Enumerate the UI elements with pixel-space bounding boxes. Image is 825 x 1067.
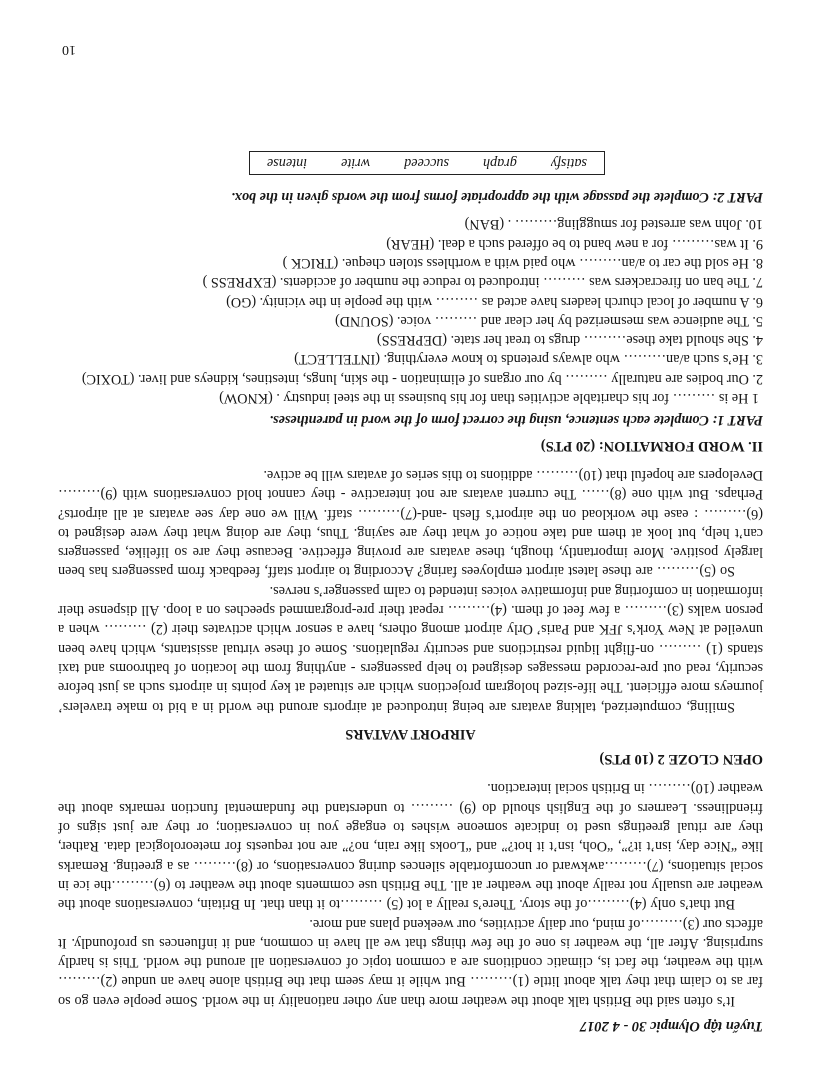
cloze1-paragraph-1: It’s often said the British talk about the weather more than any other nationality in the world. Some people even go so far as to claim that they talk about little (1)……… But while it may seem that the British alone have an undue (2)………with the weather, the fact is, climatic conditions are a common topic of conversation all around the world. This is hardly surprising. After all, the weather is one of the few things that we all have in common, and it influences us profoundly. It affects our (3)………of mind, our daily activities, our weekend plans and more. <box>58 915 763 1009</box>
sentence-6: 6. A number of local church leaders have acted as ……… with the people in the vicinity. (GO) <box>226 293 763 310</box>
sentence-7: 7. The ban on firecrackers was ……… introduced to reduce the number of accidents. (EXPRESS ) <box>202 274 763 291</box>
cloze2-title: AIRPORT AVATARS <box>345 725 476 742</box>
word-box-item: graph <box>482 155 517 172</box>
sentence-list <box>58 214 763 407</box>
cloze2-paragraph-1: Smiling, computerized, talking avatars are being introduced at airports around the world in a bid to make travelers’ journeys more efficient. The life-sized hologram projections which are situated at key points in airports such as just before security, read out pre-recorded messages designed to help passengers - anything from the location of bathrooms and taxi stands (1) ……… on-flight liquid restrictions and security regulations. Some of these virtual assistants, which have been unveiled at New York’s JFK and Paris’ Orly airport among others, have a sensor which activates their (2) ……… when a person walks (3)……… a few feet of them. (4)……… repeat their pre-programmed speeches on a loop. All dispense their information in comforting and informative voices intended to calm passenger’s nerves. <box>58 582 763 715</box>
header-title: Tuyển tập Olympic 30 - 4 2017 <box>579 1018 763 1034</box>
sentence-9: 9. It was……… for a new band to be offered such a deal. (HEAR) <box>386 235 763 252</box>
sentence-1: 1 He is ……… for his charitable activities than for his business in the steel industry . (KNOW) <box>219 390 759 407</box>
sentence-3: 3. He’s such a/an……… who always pretends to know everything. (INTELLECT) <box>294 351 763 368</box>
word-box-item: satisfy <box>550 155 588 172</box>
sentence-2: 2. Our bodies are naturally ……… by our organs of elimination - the skin, lungs, intestines, kidneys and liver. (TOXIC) <box>81 370 763 387</box>
cloze2-heading: OPEN CLOZE 2 (10 PTS) <box>599 751 763 768</box>
cloze1-paragraph-2: But that’s only (4)………of the story. There’s really a lot (5) ………to it than that. In Britain, conversations about the weather are usually not really about the weather at all. The British use comments about the weather to (6)………the ice in social situations, (7)………awkward or uncomfortable silences during conversations, or (8)……… as a greeting. Remarks like “Nice day, isn’t it?”, “Ooh, isn’t it hot?” and “Looks like rain, no?” are not requests for meteorological data. Rather, they are ritual greetings used to indicate someone wishes to engage you in conversation; or they are just signs of friendliness. Learners of the English should do (9) ……… to understand the fundamental function remarks about the weather (10)……… in British social interaction. <box>58 780 763 913</box>
sentence-4: 4. She should take these……… drugs to treat her state. (DEPRESS) <box>376 332 763 349</box>
sentence-5: 5. The audience was mesmerized by her clear and ……… voice. (SOUND) <box>335 312 763 329</box>
page-number: 10 <box>62 42 76 58</box>
word-box <box>249 151 605 175</box>
cloze2-paragraph-2: So (5)……… are these latest airport employees faring? According to airport staff, feedback from passengers has been largely positive. More importantly, though, these avatars are proving effective. Because they are so lifelike, passengers can’t help, but look at them and take notice of what they are saying. Thus, they are doing what they were designed to (6)……… : ease the workload on the airport’s flesh -and-(7)……… staff. Will we one day see avatars at all airports? Perhaps. But with one (8)…… The current avatars are not interactive - they cannot hold conversations with (9)……… Developers are hopeful that (10)……… additions to this series of avatars will be active. <box>58 466 763 580</box>
word-box-item: write <box>341 155 371 172</box>
sentence-10: 10. John was arrested for smuggling……… . (BAN) <box>464 216 763 233</box>
word-formation-heading: II. WORD FORMATION: (20 PTS) <box>540 437 763 454</box>
part1-title: PART 1: Complete each sentence, using the correct form of the word in parentheses. <box>269 412 763 429</box>
sentence-8: 8. He sold the car to a/an……… who paid with a worthless stolen cheque. (TRICK ) <box>282 255 763 272</box>
word-box-item: intense <box>266 155 308 172</box>
part2-title: PART 2: Complete the passage with the appropriate forms from the words given in the box. <box>231 189 763 206</box>
word-box-item: succeed <box>404 155 450 172</box>
